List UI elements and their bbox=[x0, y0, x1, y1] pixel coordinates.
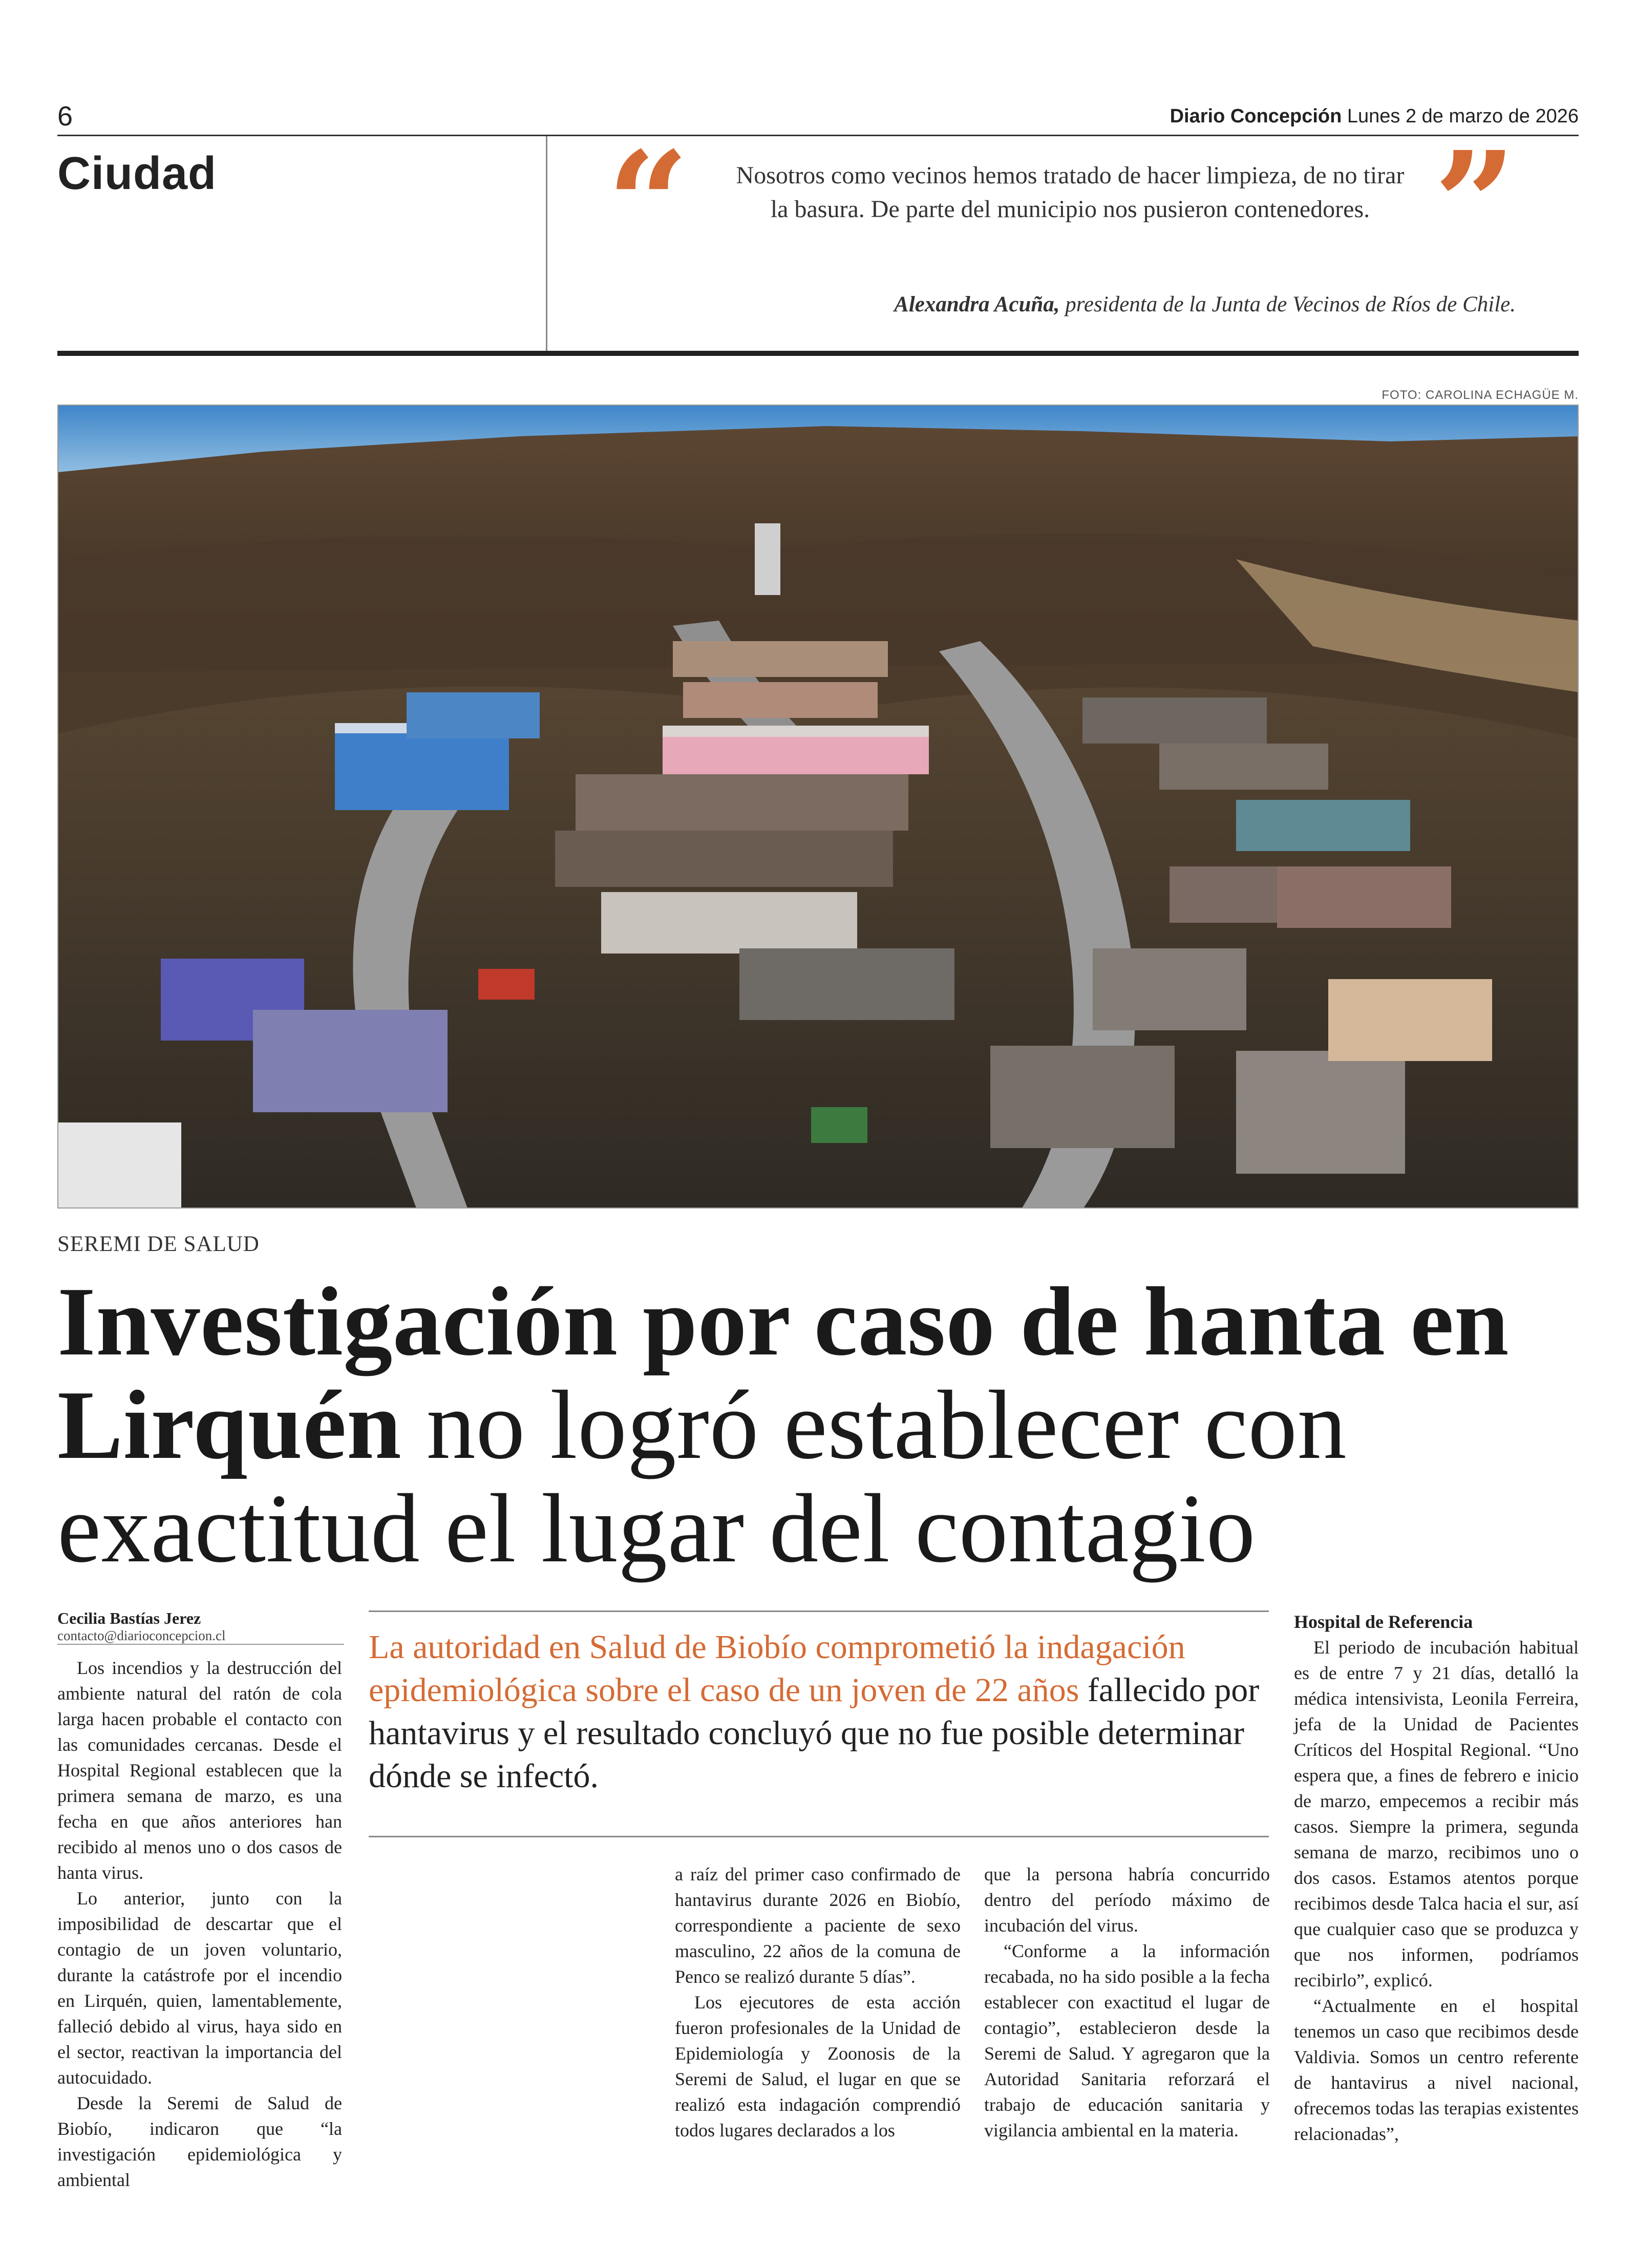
byline bbox=[57, 1609, 225, 1644]
aerial-photo-illustration bbox=[58, 406, 1579, 1209]
article-headline bbox=[57, 1267, 1583, 1583]
article-lead bbox=[369, 1626, 1270, 1798]
byline-rule bbox=[57, 1644, 344, 1645]
article-kicker: SEREMI DE SALUD bbox=[57, 1232, 260, 1256]
lead-rest: fallecido por hantavirus y el resultado concluyó que no fue posible determinar dónde se infectó. bbox=[369, 1671, 1260, 1795]
paragraph: que la persona habría concurrido dentro del período máximo de incubación del virus. bbox=[984, 1864, 1270, 1936]
paragraph: Los incendios y la destrucción del ambiente natural del ratón de cola larga hacen probable el contacto con las comunidades cercanas. Desde el Hospital Regional establecen que la primera semana de marzo, es una fecha en que años anteriores han recibido al menos uno o dos casos de hanta virus. bbox=[57, 1658, 342, 1883]
quote-author: Alexandra Acuña, bbox=[894, 292, 1060, 316]
header-rule bbox=[57, 135, 1579, 136]
body-column-4 bbox=[1294, 1609, 1579, 2147]
publication-name: Diario Concepción bbox=[1170, 105, 1342, 127]
quote-author-role: presidenta de la Junta de Vecinos de Ríos de Chile. bbox=[1059, 292, 1516, 316]
quote-attribution bbox=[645, 292, 1516, 317]
photo-credit: FOTO: CAROLINA ECHAGÜE M. bbox=[1382, 388, 1579, 402]
pull-quote-text: Nosotros como vecinos hemos tratado de hacer limpieza, de no tirar la basura. De parte del municipio nos pusieron contenedores. bbox=[736, 162, 1405, 223]
byline-email[interactable]: contacto@diarioconcepcion.cl bbox=[57, 1628, 226, 1643]
close-quote-icon: ” bbox=[1434, 120, 1517, 289]
paragraph: “Actualmente en el hospital tenemos un caso que recibimos desde Valdivia. Somos un centro referente de hantavirus a nivel nacional, ofrecemos todas las terapias existentes relacionadas”, bbox=[1294, 1996, 1579, 2144]
aerial-photo bbox=[57, 405, 1579, 1209]
byline-author: Cecilia Bastías Jerez bbox=[57, 1609, 201, 1627]
column-divider bbox=[546, 136, 547, 351]
lead-bottom-rule bbox=[369, 1836, 1269, 1837]
headline-regular: no logró establecer con exactitud el lugar del contagio bbox=[57, 1370, 1347, 1583]
paragraph: “Conforme a la información recabada, no ha sido posible a la fecha establecer con exactitud el lugar de contagio”, establecieron desde la Seremi de Salud. Y agregaron que la Autoridad Sanitaria reforzará el trabajo de educación sanitaria y vigilancia ambiental en la materia. bbox=[984, 1941, 1270, 2140]
open-quote-icon: “ bbox=[607, 120, 690, 289]
issue-date: Lunes 2 de marzo de 2026 bbox=[1347, 105, 1579, 127]
section-name: Ciudad bbox=[57, 148, 217, 199]
paragraph: Desde la Seremi de Salud de Biobío, indicaron que “la investigación epidemiológica y ambiental bbox=[57, 2093, 342, 2190]
body-column-3 bbox=[984, 1861, 1270, 2143]
paragraph: Los ejecutores de esta acción fueron profesionales de la Unidad de Epidemiología y Zoonosis de la Seremi de Salud, el lugar en que se realizó esta indagación comprendió todos lugares declarados a los bbox=[675, 1992, 961, 2140]
body-column-1 bbox=[57, 1655, 342, 2193]
masthead bbox=[1170, 105, 1579, 128]
subheading: Hospital de Referencia bbox=[1294, 1612, 1473, 1632]
lead-highlight: La autoridad en Salud de Biobío comprometió la indagación epidemiológica sobre el caso de un joven de 22 años bbox=[369, 1628, 1185, 1709]
paragraph: Lo anterior, junto con la imposibilidad de descartar que el contagio de un joven voluntario, durante la catástrofe por el incendio en Lirquén, quien, lamentablemente, falleció debido al virus, haya sido en el sector, reactivan la importancia del autocuidado. bbox=[57, 1888, 342, 2088]
body-column-2 bbox=[675, 1861, 961, 2143]
lead-top-rule bbox=[369, 1610, 1269, 1612]
paragraph: El periodo de incubación habitual es de entre 7 y 21 días, detalló la médica intensivista, Leonila Ferreira, jefa de la Unidad de Pacientes Críticos del Hospital Regional. “Uno espera que, a fines de febrero e inicio de marzo, empecemos a recibir más casos. Siempre la primera, segunda semana de marzo, recibimos uno o dos casos. Estamos atentos porque recibimos desde Talca hacia el sur, así que cualquier caso que se produzca y que nos informen, podríamos recibirlo”, explicó. bbox=[1294, 1637, 1579, 1990]
page-number: 6 bbox=[57, 101, 73, 132]
header-thick-rule bbox=[57, 351, 1579, 356]
paragraph: a raíz del primer caso confirmado de hantavirus durante 2026 en Biobío, correspondiente a paciente de sexo masculino, 22 años de la comuna de Penco se realizó durante 5 días”. bbox=[675, 1864, 961, 1987]
headline-bold: Investigación por caso de hanta en Lirquén bbox=[57, 1267, 1510, 1479]
